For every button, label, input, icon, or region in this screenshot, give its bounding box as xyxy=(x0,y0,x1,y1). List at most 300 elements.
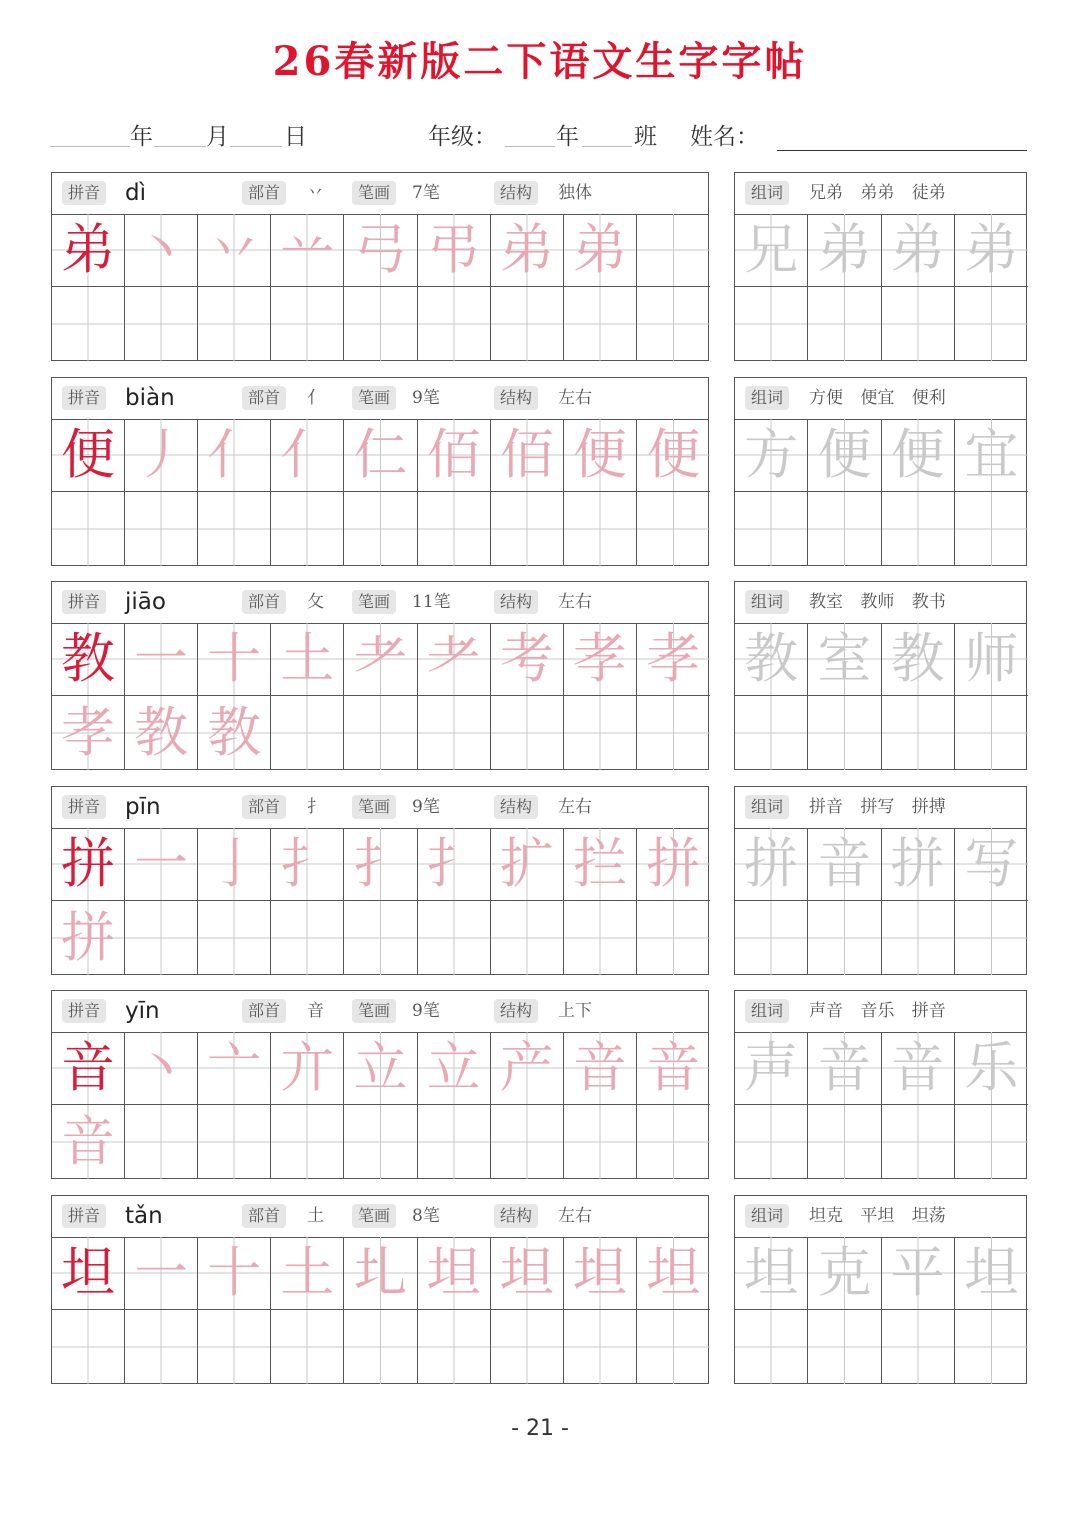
practice-cell[interactable] xyxy=(418,623,491,696)
pinyin-tag: 拼音 xyxy=(62,386,106,410)
practice-cell[interactable] xyxy=(491,214,564,287)
stroke-step-character: 亻 xyxy=(207,422,262,486)
grade-label: 年级： xyxy=(428,124,497,150)
word-practice-cell[interactable] xyxy=(735,696,808,770)
stroke-step-character: 拦 xyxy=(572,831,627,895)
practice-cell[interactable] xyxy=(418,1310,491,1384)
practice-cell[interactable] xyxy=(491,623,564,696)
word-trace-character: 乐 xyxy=(964,1036,1019,1099)
word-practice-cell[interactable] xyxy=(808,696,881,770)
practice-cell[interactable] xyxy=(344,828,417,901)
practice-cell[interactable] xyxy=(271,287,344,361)
practice-cell[interactable] xyxy=(637,1032,710,1105)
stroke-step-character: 丶 xyxy=(134,1036,189,1099)
stroke-step-character: 仁 xyxy=(353,422,408,486)
practice-cell[interactable] xyxy=(52,1237,125,1310)
word-trace-character: 方 xyxy=(744,422,799,486)
word-practice-cell[interactable] xyxy=(735,1105,808,1179)
radical-tag: 部首 xyxy=(242,1204,286,1228)
word-practice-cell[interactable] xyxy=(955,492,1028,566)
words-value: 兄弟 弟弟 徒弟 xyxy=(809,183,946,203)
words-tag: 组词 xyxy=(745,590,789,614)
practice-cell[interactable] xyxy=(344,1237,417,1310)
word-practice-cell[interactable] xyxy=(808,1105,881,1179)
practice-cell[interactable] xyxy=(125,214,198,287)
word-practice-cell[interactable] xyxy=(808,1032,881,1105)
word-trace-character: 平 xyxy=(890,1240,945,1304)
practice-cell[interactable] xyxy=(491,287,564,361)
grade-blank[interactable] xyxy=(505,146,555,147)
stroke-step-character: 教 xyxy=(134,701,189,764)
char-practice-box xyxy=(51,172,709,361)
practice-cell[interactable] xyxy=(198,901,271,975)
practice-cell[interactable] xyxy=(271,1105,344,1179)
words-header xyxy=(735,378,1026,420)
word-practice-cell[interactable] xyxy=(808,492,881,566)
stroke-step-character: 音 xyxy=(572,1036,627,1099)
practice-cell[interactable] xyxy=(637,1310,710,1384)
word-practice-cell[interactable] xyxy=(882,214,955,287)
practice-grid xyxy=(52,623,708,769)
practice-cell[interactable] xyxy=(52,696,125,770)
strokes-value: 9笔 xyxy=(412,1001,440,1021)
model-character: 音 xyxy=(61,1036,116,1099)
page-number: - 21 - xyxy=(511,1416,569,1441)
practice-cell[interactable] xyxy=(271,1237,344,1310)
word-practice-cell[interactable] xyxy=(955,1237,1028,1310)
practice-cell[interactable] xyxy=(564,623,637,696)
practice-cell[interactable] xyxy=(637,623,710,696)
word-trace-character: 宜 xyxy=(964,422,1019,486)
practice-cell[interactable] xyxy=(344,287,417,361)
practice-cell[interactable] xyxy=(637,214,710,287)
word-practice-cell[interactable] xyxy=(955,287,1028,361)
practice-cell[interactable] xyxy=(344,1032,417,1105)
word-trace-character: 师 xyxy=(964,627,1019,690)
word-practice-cell[interactable] xyxy=(882,419,955,492)
word-practice-cell[interactable] xyxy=(955,214,1028,287)
strokes-value: 11笔 xyxy=(412,592,451,612)
word-grid xyxy=(735,623,1026,769)
word-trace-character: 兄 xyxy=(744,218,799,281)
word-trace-character: 音 xyxy=(817,831,872,895)
word-trace-character: 便 xyxy=(890,422,945,486)
word-grid xyxy=(735,214,1026,360)
year-blank[interactable] xyxy=(50,146,130,147)
radical-value: 土 xyxy=(307,1205,324,1226)
practice-cell[interactable] xyxy=(271,1032,344,1105)
word-practice-cell[interactable] xyxy=(955,1310,1028,1384)
name-label: 姓名： xyxy=(690,124,759,150)
class-blank[interactable] xyxy=(582,146,632,147)
stroke-step-character: 亻 xyxy=(280,422,335,486)
practice-cell[interactable] xyxy=(637,901,710,975)
stroke-step-character: 耂 xyxy=(353,627,408,690)
word-practice-cell[interactable] xyxy=(882,1105,955,1179)
pinyin-value: pīn xyxy=(125,793,161,820)
practice-cell[interactable] xyxy=(637,419,710,492)
stroke-step-character: 立 xyxy=(353,1036,408,1099)
practice-cell[interactable] xyxy=(418,1237,491,1310)
practice-cell[interactable] xyxy=(52,828,125,901)
practice-cell[interactable] xyxy=(418,419,491,492)
pinyin-tag: 拼音 xyxy=(62,590,106,614)
practice-cell[interactable] xyxy=(637,1237,710,1310)
radical-tag: 部首 xyxy=(242,386,286,410)
model-character: 坦 xyxy=(61,1240,116,1304)
word-grid xyxy=(735,419,1026,565)
word-practice-cell[interactable] xyxy=(735,492,808,566)
word-practice-cell[interactable] xyxy=(955,1032,1028,1105)
stroke-step-character: 孝 xyxy=(646,627,701,690)
char-practice-box xyxy=(51,786,709,975)
word-practice-cell[interactable] xyxy=(882,623,955,696)
stroke-step-character: 一 xyxy=(134,1240,189,1304)
word-practice-box xyxy=(734,172,1027,361)
word-practice-cell[interactable] xyxy=(808,214,881,287)
stroke-step-character: 丷 xyxy=(207,218,262,281)
practice-cell[interactable] xyxy=(271,419,344,492)
practice-cell[interactable] xyxy=(564,419,637,492)
word-practice-box xyxy=(734,581,1027,770)
stroke-step-character: 孝 xyxy=(572,627,627,690)
structure-tag: 结构 xyxy=(494,999,538,1023)
practice-cell[interactable] xyxy=(125,419,198,492)
word-practice-cell[interactable] xyxy=(808,1237,881,1310)
practice-cell[interactable] xyxy=(418,287,491,361)
words-value: 教室 教师 教书 xyxy=(809,592,946,612)
practice-cell[interactable] xyxy=(491,901,564,975)
practice-cell[interactable] xyxy=(344,419,417,492)
words-value: 方便 便宜 便利 xyxy=(809,387,946,408)
stroke-step-character: 弟 xyxy=(499,218,554,281)
word-practice-cell[interactable] xyxy=(882,492,955,566)
month-blank[interactable] xyxy=(154,146,206,147)
pinyin-tag: 拼音 xyxy=(62,181,106,205)
strokes-tag: 笔画 xyxy=(352,181,396,205)
pinyin-value: biàn xyxy=(125,384,175,411)
practice-cell[interactable] xyxy=(271,623,344,696)
model-character: 教 xyxy=(61,627,116,690)
practice-cell[interactable] xyxy=(198,287,271,361)
strokes-tag: 笔画 xyxy=(352,386,396,410)
practice-cell[interactable] xyxy=(344,1105,417,1179)
word-practice-cell[interactable] xyxy=(735,1237,808,1310)
words-tag: 组词 xyxy=(745,386,789,410)
char-practice-box xyxy=(51,990,709,1179)
radical-tag: 部首 xyxy=(242,795,286,819)
structure-value: 左右 xyxy=(558,796,592,817)
word-practice-cell[interactable] xyxy=(735,287,808,361)
practice-cell[interactable] xyxy=(344,696,417,770)
grade-year-label: 年 xyxy=(556,124,579,150)
char-info-header xyxy=(52,173,708,215)
practice-cell[interactable] xyxy=(198,1032,271,1105)
word-trace-character: 室 xyxy=(817,627,872,690)
practice-cell[interactable] xyxy=(418,214,491,287)
word-practice-cell[interactable] xyxy=(808,901,881,975)
practice-cell[interactable] xyxy=(52,287,125,361)
practice-cell[interactable] xyxy=(564,828,637,901)
practice-cell[interactable] xyxy=(52,1032,125,1105)
practice-cell[interactable] xyxy=(125,1032,198,1105)
word-grid xyxy=(735,828,1026,974)
practice-cell[interactable] xyxy=(125,1105,198,1179)
practice-cell[interactable] xyxy=(271,696,344,770)
char-practice-box xyxy=(51,581,709,770)
stroke-step-character: 考 xyxy=(499,627,554,690)
practice-cell[interactable] xyxy=(564,901,637,975)
stroke-step-character: 弔 xyxy=(426,218,481,281)
words-header xyxy=(735,582,1026,624)
word-trace-character: 教 xyxy=(744,627,799,690)
practice-cell[interactable] xyxy=(125,901,198,975)
word-practice-box xyxy=(734,1195,1027,1384)
practice-cell[interactable] xyxy=(344,623,417,696)
practice-cell[interactable] xyxy=(52,901,125,975)
word-trace-character: 音 xyxy=(890,1036,945,1099)
practice-cell[interactable] xyxy=(637,287,710,361)
word-practice-cell[interactable] xyxy=(882,1237,955,1310)
practice-grid xyxy=(52,1032,708,1178)
word-practice-cell[interactable] xyxy=(955,696,1028,770)
practice-cell[interactable] xyxy=(198,1237,271,1310)
word-practice-cell[interactable] xyxy=(955,419,1028,492)
model-character: 拼 xyxy=(61,831,116,895)
practice-cell[interactable] xyxy=(491,1032,564,1105)
practice-cell[interactable] xyxy=(564,492,637,566)
practice-cell[interactable] xyxy=(637,492,710,566)
practice-cell[interactable] xyxy=(198,492,271,566)
practice-cell[interactable] xyxy=(271,1310,344,1384)
stroke-step-character: 扩 xyxy=(499,831,554,895)
word-practice-cell[interactable] xyxy=(955,901,1028,975)
word-trace-character: 教 xyxy=(890,627,945,690)
word-practice-cell[interactable] xyxy=(808,287,881,361)
structure-tag: 结构 xyxy=(494,1204,538,1228)
word-practice-cell[interactable] xyxy=(735,214,808,287)
structure-tag: 结构 xyxy=(494,181,538,205)
practice-cell[interactable] xyxy=(491,419,564,492)
practice-cell[interactable] xyxy=(125,696,198,770)
word-practice-cell[interactable] xyxy=(735,419,808,492)
practice-cell[interactable] xyxy=(418,828,491,901)
stroke-step-character: 亠 xyxy=(207,1036,262,1099)
structure-value: 左右 xyxy=(558,387,592,408)
word-practice-cell[interactable] xyxy=(882,828,955,901)
practice-cell[interactable] xyxy=(418,1105,491,1179)
practice-cell[interactable] xyxy=(344,901,417,975)
practice-cell[interactable] xyxy=(125,828,198,901)
word-practice-cell[interactable] xyxy=(955,623,1028,696)
stroke-step-character: 䒑 xyxy=(280,218,335,281)
strokes-tag: 笔画 xyxy=(352,795,396,819)
practice-cell[interactable] xyxy=(198,696,271,770)
word-practice-box xyxy=(734,990,1027,1179)
practice-cell[interactable] xyxy=(491,492,564,566)
strokes-value: 9笔 xyxy=(412,796,440,817)
structure-tag: 结构 xyxy=(494,795,538,819)
name-blank[interactable] xyxy=(777,150,1027,151)
practice-cell[interactable] xyxy=(491,828,564,901)
word-practice-cell[interactable] xyxy=(735,1032,808,1105)
word-practice-cell[interactable] xyxy=(735,901,808,975)
stroke-step-character: 亅 xyxy=(207,831,262,895)
word-practice-cell[interactable] xyxy=(955,1105,1028,1179)
words-tag: 组词 xyxy=(745,1204,789,1228)
radical-value: 扌 xyxy=(307,796,324,817)
practice-cell[interactable] xyxy=(564,1032,637,1105)
practice-cell[interactable] xyxy=(418,696,491,770)
date-line xyxy=(50,118,1030,154)
page-title: 26春新版二下语文生字字帖 xyxy=(272,38,808,85)
practice-cell[interactable] xyxy=(198,419,271,492)
word-practice-cell[interactable] xyxy=(882,696,955,770)
practice-cell[interactable] xyxy=(52,214,125,287)
practice-cell[interactable] xyxy=(125,287,198,361)
stroke-step-character: 十 xyxy=(207,627,262,690)
word-trace-character: 拼 xyxy=(744,831,799,895)
practice-cell[interactable] xyxy=(344,492,417,566)
practice-cell[interactable] xyxy=(271,828,344,901)
practice-cell[interactable] xyxy=(344,1310,417,1384)
word-practice-cell[interactable] xyxy=(735,623,808,696)
practice-cell[interactable] xyxy=(564,214,637,287)
practice-cell[interactable] xyxy=(271,901,344,975)
practice-cell[interactable] xyxy=(198,1105,271,1179)
practice-cell[interactable] xyxy=(52,492,125,566)
char-info-header xyxy=(52,991,708,1033)
words-header xyxy=(735,787,1026,829)
words-value: 坦克 平坦 坦荡 xyxy=(809,1205,946,1226)
strokes-value: 9笔 xyxy=(412,387,440,408)
pinyin-value: dì xyxy=(125,180,146,206)
practice-cell[interactable] xyxy=(491,1105,564,1179)
practice-cell[interactable] xyxy=(271,214,344,287)
practice-cell[interactable] xyxy=(418,492,491,566)
word-practice-cell[interactable] xyxy=(808,1310,881,1384)
day-blank[interactable] xyxy=(230,146,282,147)
char-practice-box xyxy=(51,1195,709,1384)
stroke-step-character: 音 xyxy=(61,1110,116,1173)
practice-cell[interactable] xyxy=(418,1032,491,1105)
stroke-step-character: 孝 xyxy=(61,701,116,764)
practice-cell[interactable] xyxy=(491,1310,564,1384)
word-practice-cell[interactable] xyxy=(955,828,1028,901)
char-info-header xyxy=(52,1196,708,1238)
practice-cell[interactable] xyxy=(564,1105,637,1179)
practice-cell[interactable] xyxy=(52,1105,125,1179)
stroke-step-character: 丶 xyxy=(134,218,189,281)
practice-cell[interactable] xyxy=(564,287,637,361)
structure-value: 独体 xyxy=(558,183,592,203)
word-practice-cell[interactable] xyxy=(808,419,881,492)
stroke-step-character: 土 xyxy=(280,627,335,690)
stroke-step-character: 扌 xyxy=(426,831,481,895)
word-practice-cell[interactable] xyxy=(808,828,881,901)
word-practice-cell[interactable] xyxy=(882,287,955,361)
words-header xyxy=(735,991,1026,1033)
word-trace-character: 弟 xyxy=(964,218,1019,281)
practice-cell[interactable] xyxy=(198,623,271,696)
year-label: 年 xyxy=(130,124,153,150)
word-trace-character: 拼 xyxy=(890,831,945,895)
practice-cell[interactable] xyxy=(198,828,271,901)
word-practice-cell[interactable] xyxy=(735,828,808,901)
stroke-step-character: 耂 xyxy=(426,627,481,690)
pinyin-value: yīn xyxy=(125,998,160,1024)
practice-cell[interactable] xyxy=(125,623,198,696)
radical-value: 亻 xyxy=(307,387,324,408)
radical-value: 丷 xyxy=(307,183,324,203)
pinyin-tag: 拼音 xyxy=(62,795,106,819)
words-tag: 组词 xyxy=(745,181,789,205)
word-practice-cell[interactable] xyxy=(882,1310,955,1384)
practice-grid xyxy=(52,828,708,974)
word-trace-character: 音 xyxy=(817,1036,872,1099)
stroke-step-character: 音 xyxy=(646,1036,701,1099)
word-practice-box xyxy=(734,377,1027,566)
word-practice-box xyxy=(734,786,1027,975)
words-header xyxy=(735,173,1026,215)
stroke-step-character: 拼 xyxy=(646,831,701,895)
practice-cell[interactable] xyxy=(198,1310,271,1384)
word-practice-cell[interactable] xyxy=(882,1032,955,1105)
radical-tag: 部首 xyxy=(242,590,286,614)
practice-cell[interactable] xyxy=(344,214,417,287)
practice-cell[interactable] xyxy=(637,828,710,901)
radical-tag: 部首 xyxy=(242,181,286,205)
practice-cell[interactable] xyxy=(52,623,125,696)
strokes-tag: 笔画 xyxy=(352,999,396,1023)
practice-cell[interactable] xyxy=(125,1310,198,1384)
stroke-step-character: 教 xyxy=(207,701,262,764)
practice-cell[interactable] xyxy=(491,1237,564,1310)
practice-cell[interactable] xyxy=(564,1310,637,1384)
practice-cell[interactable] xyxy=(52,419,125,492)
day-label: 日 xyxy=(284,124,307,150)
stroke-step-character: 丿 xyxy=(134,422,189,486)
practice-cell[interactable] xyxy=(418,901,491,975)
practice-cell[interactable] xyxy=(125,492,198,566)
class-label: 班 xyxy=(634,124,657,150)
practice-cell[interactable] xyxy=(52,1310,125,1384)
practice-cell[interactable] xyxy=(198,214,271,287)
practice-grid xyxy=(52,1237,708,1383)
word-trace-character: 坦 xyxy=(744,1240,799,1304)
stroke-step-character: 土 xyxy=(280,1240,335,1304)
stroke-step-character: 坦 xyxy=(646,1240,701,1304)
stroke-step-character: 便 xyxy=(646,422,701,486)
practice-cell[interactable] xyxy=(491,696,564,770)
practice-cell[interactable] xyxy=(564,696,637,770)
practice-cell[interactable] xyxy=(125,1237,198,1310)
word-practice-cell[interactable] xyxy=(882,901,955,975)
stroke-step-character: 十 xyxy=(207,1240,262,1304)
stroke-step-character: 便 xyxy=(572,422,627,486)
practice-cell[interactable] xyxy=(271,492,344,566)
word-practice-cell[interactable] xyxy=(808,623,881,696)
word-practice-cell[interactable] xyxy=(735,1310,808,1384)
practice-cell[interactable] xyxy=(564,1237,637,1310)
char-info-header xyxy=(52,378,708,420)
stroke-step-character: 一 xyxy=(134,831,189,895)
char-info-header xyxy=(52,787,708,829)
model-character: 便 xyxy=(61,422,116,486)
word-grid xyxy=(735,1032,1026,1178)
practice-cell[interactable] xyxy=(637,696,710,770)
practice-cell[interactable] xyxy=(637,1105,710,1179)
